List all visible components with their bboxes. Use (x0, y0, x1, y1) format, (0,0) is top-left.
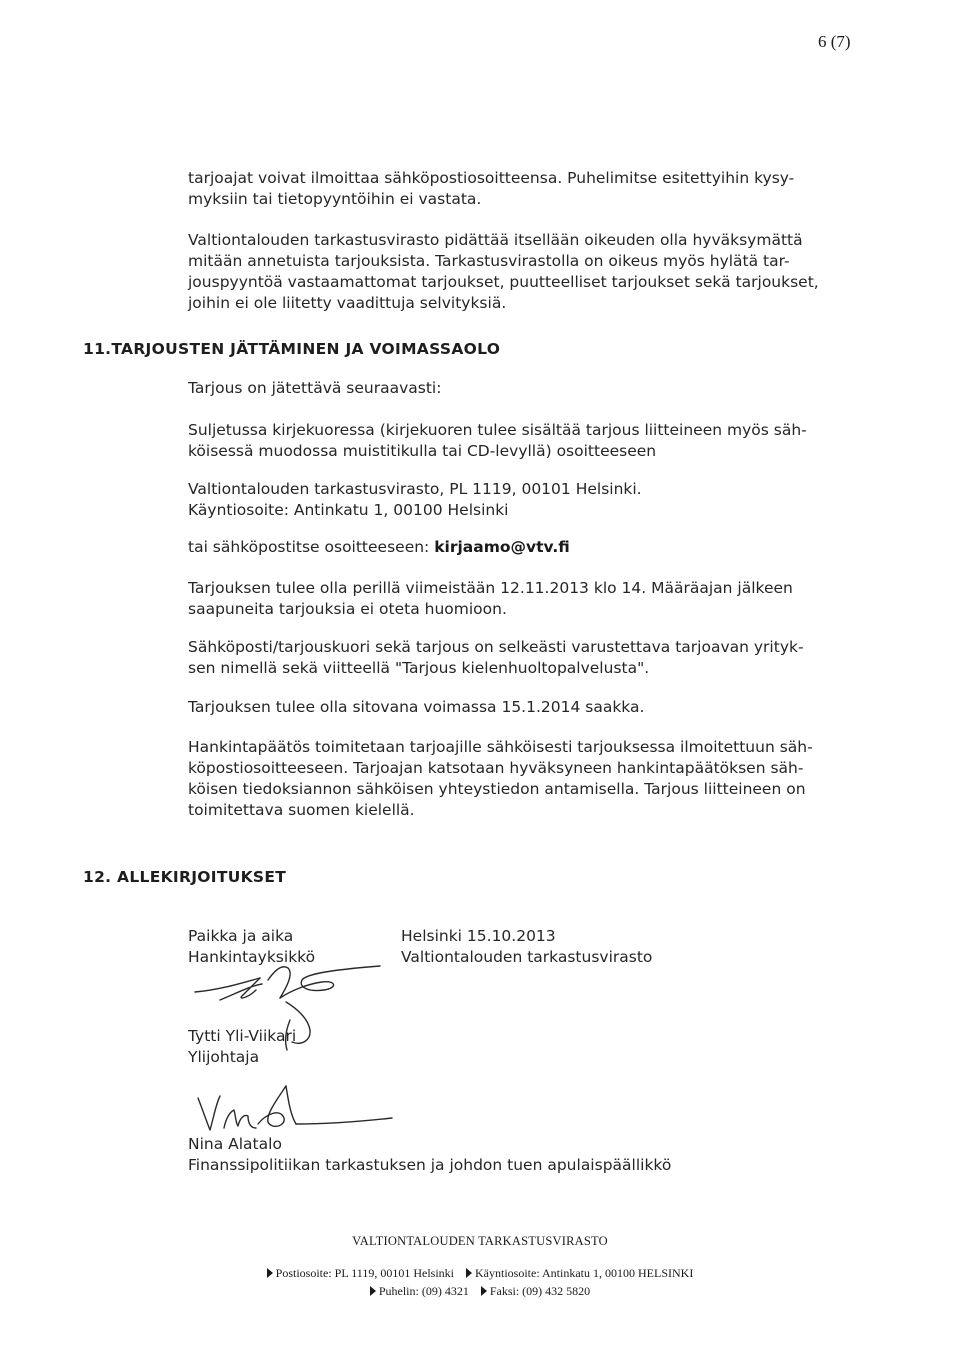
intro-paragraph-1 (188, 168, 868, 210)
text-line: Suljetussa kirjekuoressa (kirjekuoren tulee sisältää tarjous liitteineen myös säh- (188, 421, 807, 439)
footer-contact-line (0, 1284, 960, 1299)
text-line: joihin ei ole liitetty vaadittuja selvityksiä. (188, 294, 507, 312)
text-line: Sähköposti/tarjouskuori sekä tarjous on selkeästi varustettava tarjoavan yrityk- (188, 638, 804, 656)
text-line: köisessä muodossa muistitikulla tai CD-levyllä) osoitteeseen (188, 442, 657, 460)
text-line: Valtiontalouden tarkastusvirasto, PL 1119, 00101 Helsinki. (188, 480, 642, 498)
section-11-heading: 11.TARJOUSTEN JÄTTÄMINEN JA VOIMASSAOLO (83, 340, 501, 358)
deadline-paragraph (188, 578, 868, 620)
triangle-bullet-icon (370, 1286, 376, 1296)
submission-intro (188, 378, 868, 399)
text-line: sen nimellä sekä viitteellä "Tarjous kielenhuoltopalvelusta". (188, 659, 650, 677)
text-line: köisen tiedoksiannon sähköisen yhteystiedon antamisella. Tarjous liitteineen on (188, 780, 806, 798)
text-line: jouspyyntöä vastaamattomat tarjoukset, puutteelliset tarjoukset sekä tarjoukset, (188, 273, 819, 291)
signer-1-title: Ylijohtaja (188, 1048, 260, 1066)
text-line: Valtiontalouden tarkastusvirasto pidättää itsellään oikeuden olla hyväksymättä (188, 231, 803, 249)
footer-visiting: Käyntiosoite: Antinkatu 1, 00100 HELSINKI (475, 1266, 694, 1280)
footer-postal: Postiosoite: PL 1119, 00101 Helsinki (275, 1266, 454, 1280)
page-number: 6 (7) (818, 32, 851, 51)
text-line: toimitettava suomen kielellä. (188, 801, 415, 819)
email-prefix: tai sähköpostitse osoitteeseen: (188, 538, 435, 556)
text-line: Tarjous on jätettävä seuraavasti: (188, 379, 442, 397)
signature-2-scribble (196, 1078, 396, 1138)
signer-1-name: Tytti Yli-Viikari (188, 1027, 297, 1045)
text-line: köpostiosoitteeseen. Tarjoajan katsotaan hyväksyneen hankintapäätöksen säh- (188, 759, 804, 777)
triangle-bullet-icon (267, 1268, 273, 1278)
text-line: Käyntiosoite: Antinkatu 1, 00100 Helsinki (188, 501, 509, 519)
text-line: Tarjouksen tulee olla perillä viimeistään 12.11.2013 klo 14. Määräajan jälkeen (188, 579, 793, 597)
envelope-paragraph (188, 420, 868, 462)
section-12-heading: 12. ALLEKIRJOITUKSET (83, 868, 287, 886)
text-line: Hankintapäätös toimitetaan tarjoajille sähköisesti tarjouksessa ilmoitettuun säh- (188, 738, 813, 756)
triangle-bullet-icon (466, 1268, 472, 1278)
footer-fax: Faksi: (09) 432 5820 (489, 1284, 591, 1298)
triangle-bullet-icon (481, 1286, 487, 1296)
email-link[interactable]: kirjaamo@vtv.fi (434, 538, 570, 556)
text-line: tarjoajat voivat ilmoittaa sähköpostiosoitteensa. Puhelimitse esitettyihin kysy- (188, 169, 795, 187)
place-label: Paikka ja aika (188, 927, 294, 945)
marking-paragraph (188, 637, 868, 679)
footer-org-name: VALTIONTALOUDEN TARKASTUSVIRASTO (352, 1234, 608, 1248)
address-paragraph (188, 479, 868, 521)
decision-paragraph (188, 737, 868, 821)
unit-value: Valtiontalouden tarkastusvirasto (401, 948, 653, 966)
signature-values (401, 926, 652, 968)
validity-paragraph (188, 697, 868, 718)
text-line: saapuneita tarjouksia ei oteta huomioon. (188, 600, 507, 618)
place-value: Helsinki 15.10.2013 (401, 927, 556, 945)
intro-paragraph-2 (188, 230, 868, 314)
unit-label: Hankintayksikkö (188, 948, 316, 966)
text-line: mitään annetuista tarjouksista. Tarkastusvirastolla on oikeus myös hylätä tar- (188, 252, 790, 270)
signer-2-name: Nina Alatalo (188, 1135, 282, 1153)
footer-address-line (0, 1266, 960, 1281)
text-line: myksiin tai tietopyyntöihin ei vastata. (188, 190, 482, 208)
email-paragraph (188, 537, 868, 558)
footer-phone: Puhelin: (09) 4321 (378, 1284, 469, 1298)
signer-2-block (188, 1134, 671, 1176)
text-line: Tarjouksen tulee olla sitovana voimassa 15.1.2014 saakka. (188, 698, 645, 716)
signer-2-title: Finanssipolitiikan tarkastuksen ja johdon tuen apulaispäällikkö (188, 1156, 672, 1174)
signer-1-block (188, 1026, 296, 1068)
